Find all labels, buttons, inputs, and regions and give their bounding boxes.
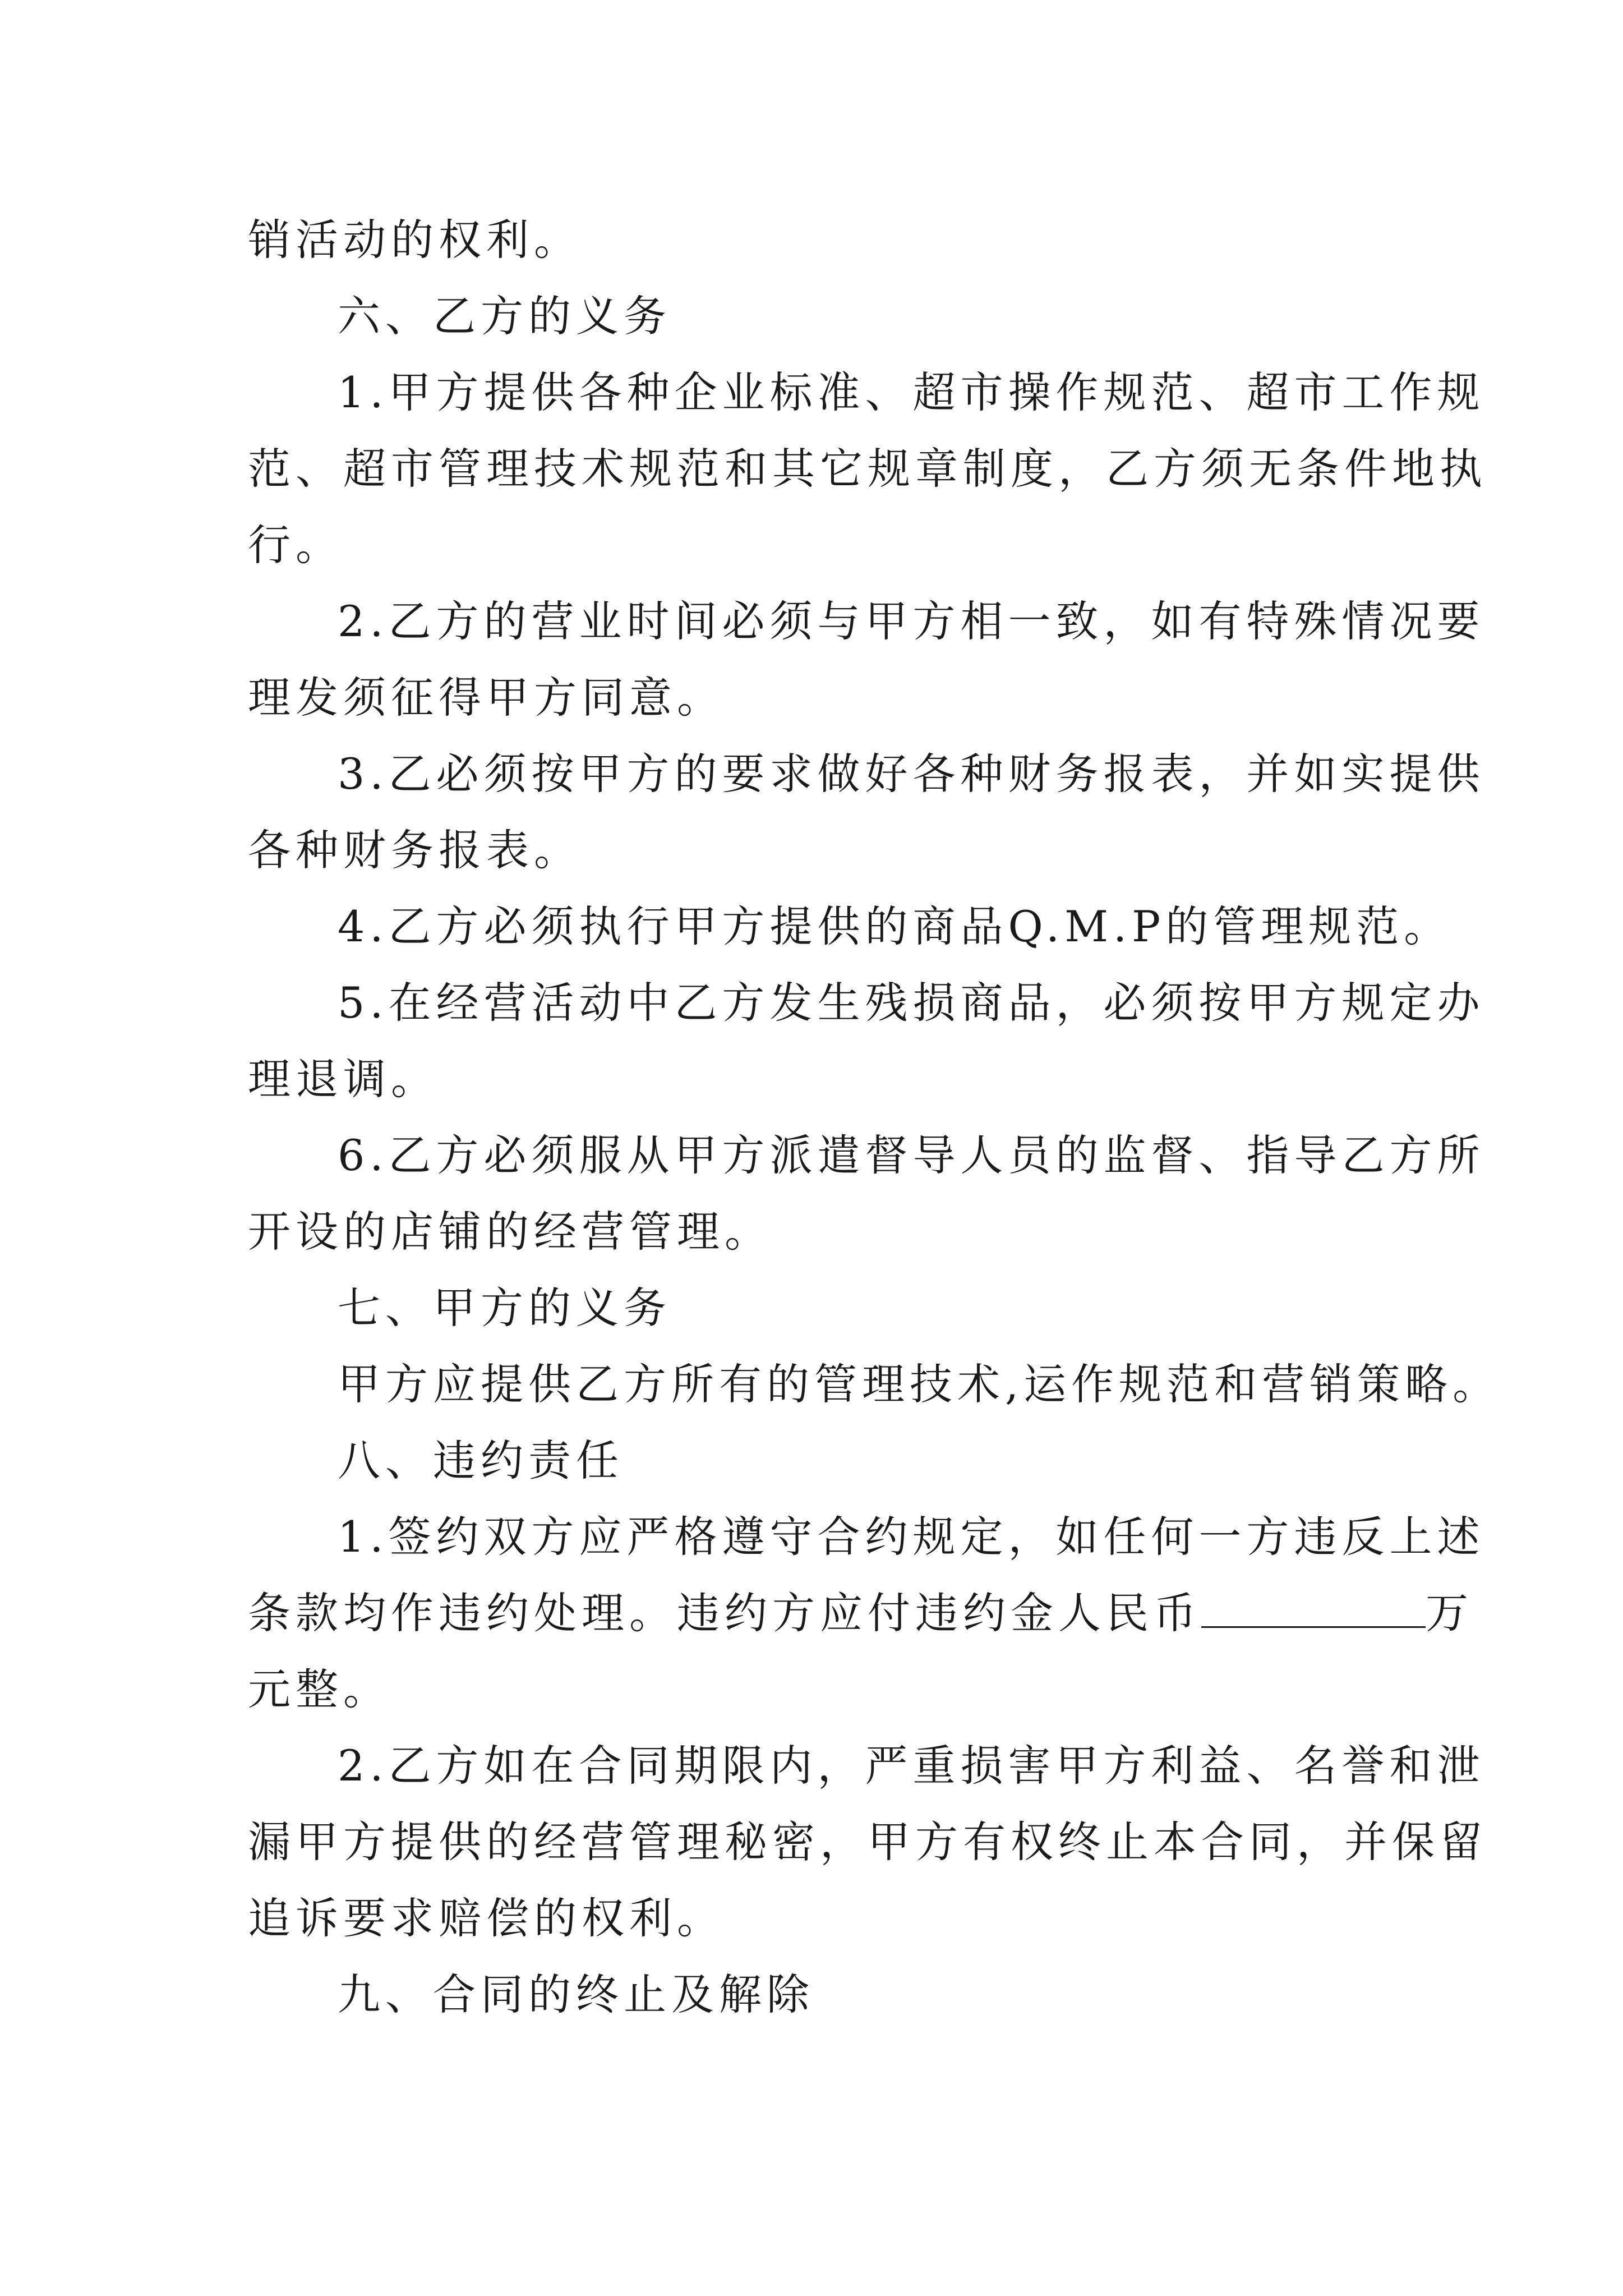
text-line: 漏甲方提供的经营管理秘密，甲方有权终止本合同，并保留 — [248, 1817, 1487, 1867]
text-line: 3.乙必须按甲方的要求做好各种财务报表，并如实提供 — [338, 749, 1485, 799]
section-heading-8: 八、违约责任 — [338, 1435, 624, 1485]
text-line: 理退调。 — [248, 1054, 439, 1104]
text-segment: 条款均作违约处理。违约方应付违约金人民币 — [248, 1588, 1201, 1638]
text-line-with-blank — [248, 1575, 1473, 1651]
text-line: 4.乙方必须执行甲方提供的商品Q.M.P的管理规范。 — [338, 901, 1452, 951]
section-heading-9: 九、合同的终止及解除 — [338, 1970, 814, 2019]
text-segment: 万 — [1426, 1588, 1473, 1638]
text-line: 理发须征得甲方同意。 — [248, 673, 725, 723]
section-heading-7: 七、甲方的义务 — [338, 1283, 671, 1333]
text-line: 元整。 — [248, 1664, 391, 1714]
text-line: 各种财务报表。 — [248, 825, 582, 875]
document-page — [248, 202, 1501, 2033]
text-line: 2.乙方的营业时间必须与甲方相一致，如有特殊情况要 — [338, 596, 1485, 646]
text-line: 1.甲方提供各种企业标准、超市操作规范、超市工作规 — [338, 367, 1485, 417]
text-line: 1.签约双方应严格遵守合约规定，如任何一方违反上述 — [338, 1512, 1485, 1562]
text-line: 甲方应提供乙方所有的管理技术,运作规范和营销策略。 — [338, 1359, 1501, 1409]
text-line: 追诉要求赔偿的权利。 — [248, 1893, 725, 1943]
text-line: 5.在经营活动中乙方发生残损商品，必须按甲方规定办 — [338, 978, 1485, 1028]
text-line: 2.乙方如在合同期限内，严重损害甲方利益、名誉和泄 — [338, 1741, 1485, 1791]
text-line: 销活动的权利。 — [248, 215, 582, 265]
text-line: 开设的店铺的经营管理。 — [248, 1207, 772, 1257]
fill-in-blank — [1201, 1587, 1426, 1628]
text-line: 6.乙方必须服从甲方派遣督导人员的监督、指导乙方所 — [338, 1130, 1485, 1180]
text-line: 行。 — [248, 520, 343, 570]
text-line: 范、超市管理技术规范和其它规章制度，乙方须无条件地执 — [248, 444, 1487, 494]
section-heading-6: 六、乙方的义务 — [338, 291, 671, 341]
